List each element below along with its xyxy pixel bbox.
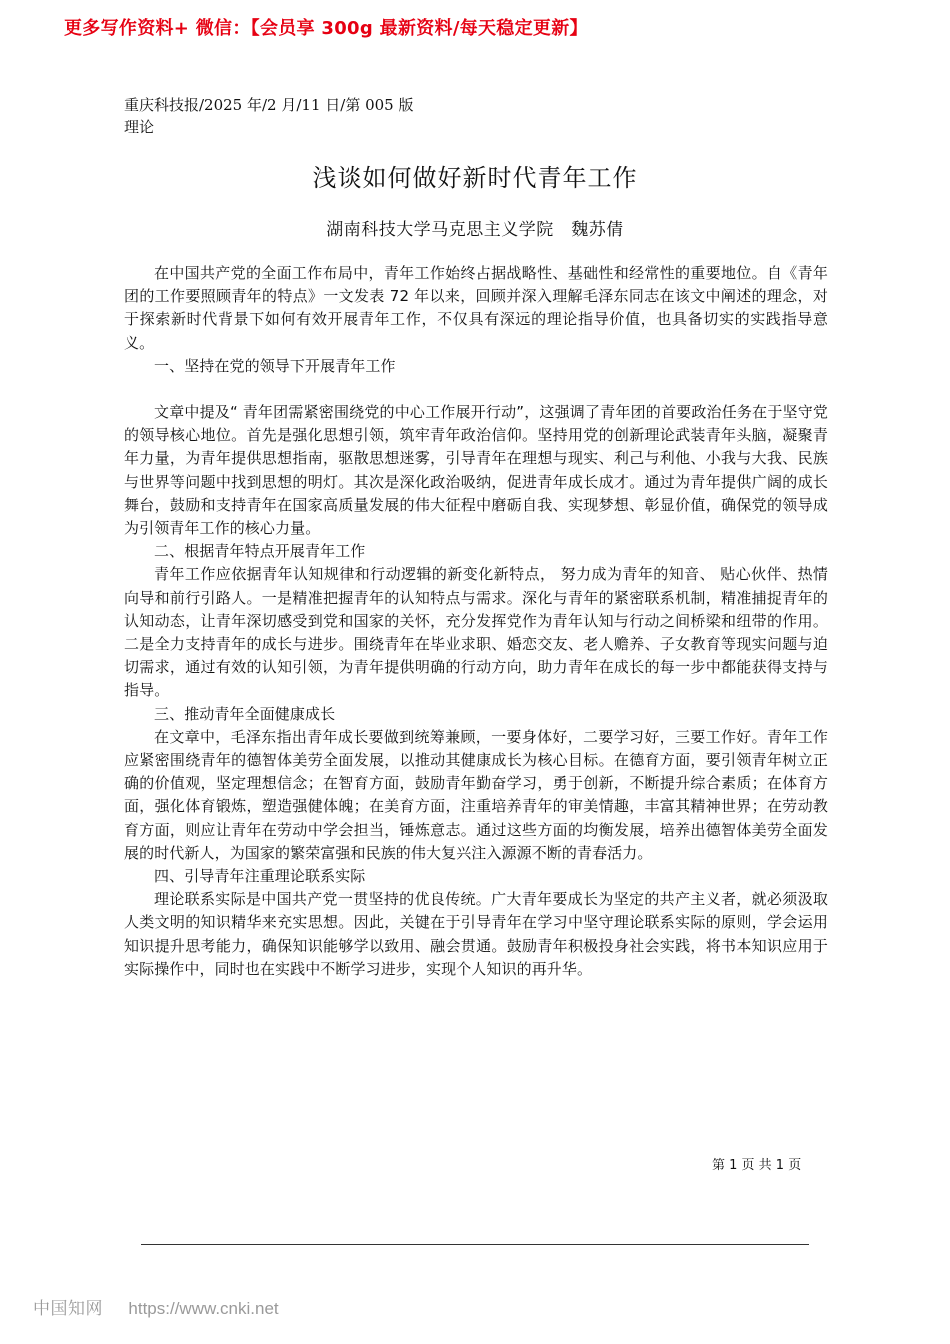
source-line: 重庆科技报/2025 年/2 月/11 日/第 005 版理论 [124,96,414,136]
article-author: 湖南科技大学马克思主义学院 魏苏倩 [326,220,624,240]
section-heading-4: 四、引导青年注重理论联系实际 [154,867,366,886]
paragraph-gap [124,378,828,401]
section-heading-2: 二、根据青年特点开展青年工作 [154,542,366,561]
section-paragraph-2: 青年工作应依据青年认知规律和行动逻辑的新变化新特点， 努力成为青年的知音、 贴心伙伴、热情向导和前行引路人。一是精准把握青年的认知特点与需求。深化与青年的紧密联系机制，精准捕捉青年的认知动态，让青年深切感受到党和国家的关怀，充分发挥党作为青年认知与行动之间桥梁和纽带的作用。二是全力支持青年的成长与进步。围绕青年在毕业求职、婚恋交友、老人赡养、子女教育等现实问题与迫切需求，通过有效的认知引领，为青年提供明确的行动方向，助力青年在成长的每一步中都能获得支持与指导。 [124,565,828,700]
cnki-watermark [33,1294,279,1319]
article-body [124,262,828,981]
footer-divider [141,1244,809,1245]
section-paragraph-1: 文章中提及“ 青年团需紧密围绕党的中心工作展开行动”，这强调了青年团的首要政治任务在于坚守党的领导核心地位。首先是强化思想引领，筑牢青年政治信仰。坚持用党的创新理论武装青年头脑，凝聚青年力量，为青年提供思想指南，驱散思想迷雾，引导青年在理想与现实、利己与利他、小我与大我、民族与世界等问题中找到思想的明灯。其次是深化政治吸纳，促进青年成长成才。通过为青年提供广阔的成长舞台，鼓励和支持青年在国家高质量发展的伟大征程中磨砺自我、实现梦想、彰显价值，确保党的领导成为引领青年工作的核心力量。 [124,403,828,538]
section-heading-1: 一、坚持在党的领导下开展青年工作 [154,356,396,375]
page-number: 第 1 页 共 1 页 [712,1158,802,1173]
promo-banner: 更多写作资料+ 微信：【会员享 300g 最新资料/每天稳定更新】 [64,18,588,39]
section-heading-3: 三、推动青年全面健康成长 [154,704,336,723]
intro-paragraph: 在中国共产党的全面工作布局中，青年工作始终占据战略性、基础性和经常性的重要地位。自《青年团的工作要照顾青年的特点》一文发表 72 年以来，回顾并深入理解毛泽东同志在该文中阐述的理念，对于探索新时代背景下如何有效开展青年工作，不仅具有深远的理论指导价值，也具备切实的实践指导意义。 [124,264,828,352]
section-paragraph-3: 在文章中，毛泽东指出青年成长要做到统筹兼顾，一要身体好，二要学习好，三要工作好。青年工作应紧密围绕青年的德智体美劳全面发展，以推动其健康成长为核心目标。在德育方面，要引领青年树立正确的价值观，坚定理想信念；在智育方面，鼓励青年勤奋学习，勇于创新，不断提升综合素质；在体育方面，强化体育锻炼，塑造强健体魄；在美育方面，注重培养青年的审美情趣，丰富其精神世界；在劳动教育方面，则应让青年在劳动中学会担当，锤炼意志。通过这些方面的均衡发展，培养出德智体美劳全面发展的时代新人，为国家的繁荣富强和民族的伟大复兴注入源源不断的青春活力。 [124,727,828,862]
watermark-name: 中国知网 [33,1299,103,1319]
watermark-url: https://www.cnki.net [128,1299,279,1318]
section-paragraph-4: 理论联系实际是中国共产党一贯坚持的优良传统。广大青年要成长为坚定的共产主义者，就必须汲取人类文明的知识精华来充实思想。因此，关键在于引导青年在学习中坚守理论联系实际的原则，学会运用知识提升思考能力，确保知识能够学以致用、融会贯通。鼓励青年积极投身社会实践，将书本知识应用于实际操作中，同时也在实践中不断学习进步，实现个人知识的再升华。 [124,890,828,978]
article-title: 浅谈如何做好新时代青年工作 [312,164,638,192]
